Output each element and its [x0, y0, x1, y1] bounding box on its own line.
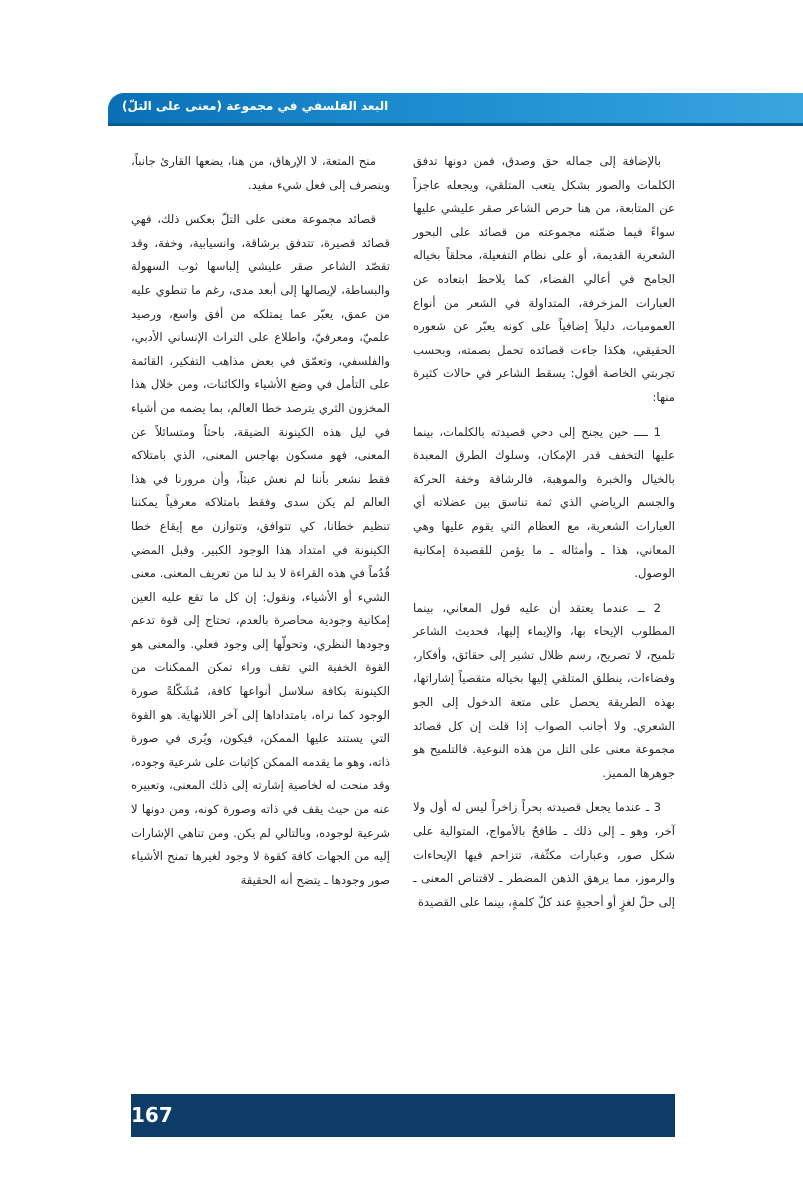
paragraph: 3 ـ عندما يجعل قصيدته بحراً زاخراً ليس له أول ولا آخر، وهو ـ إلى ذلك ـ طافحٌ بالأمواج، المتوالية على شكل صور، وعبارات مكثّفة، تتزاحم فيها الإيحاءات والرموز، مما يرهق الذهن المضطر ـ لاقتناص المعنى ـ إلى حلّ لغزٍ أو أحجيةٍ عند كلّ كلمةٍ، بينما على القصيدة	[413, 800, 675, 909]
paragraph: بالإضافة إلى جماله حق وصدق، فمن دونها تدفق الكلمات والصور بشكل يتعب المتلقي، ويجعله عاجزاً عن المتابعة، من هنا حرص الشاعر صقر عليشي عليها سواءً فيما ضمّته مجموعته من قصائد على البحور الشعرية القديمة، أو على نظام التفعيلة، محلقاً بخياله الجامح في أعالي الفضاء، كما يلاحظ ابتعاده عن العبارات المزخرفة، المتداولة في الشعر من أنواع العموميات، دليلاً إضافياً على كونه يعبّر عن شعوره الحقيقي، هكذا جاءت قصائده تحمل بصمته، وبحسب تجربتي الخاصة أقول: يسقط الشاعر في حالات كثيرة منها:	[413, 154, 675, 404]
paragraph: قصائد مجموعة معنى على التلّ بعكس ذلك، فهي قصائد قصيرة، تتدفق برشاقة، وانسيابية، وخفة، وقد تقصّد الشاعر صقر عليشي إلباسها ثوب السهولة والبساطة، لإيصالها إلى أبعد مدى، رغم ما تنطوي عليه من عمق، يعبّر عما يمتلكه من أفق واسع، ورصيد علميّ، ومعرفيّ، واطلاع على التراث الإنساني الأدبي، والفلسفي، وتعمّق في بعض مذاهب التفكير، القائمة على التأمل في وضع الأشياء والكائنات، ومن خلال هذا المخزون الثري يترصد خطا العالم، بما يضمه من أشياء في ليل هذه الكينونة الضيقة، باحثاً ومتسائلاً عن المعنى، فهو مسكون بهاجس المعنى، الذي بامتلاكه فقط نشعر بأننا لم نعش عبثاً، وأن مرورنا في هذا العالم لم يكن سدى وفقط بامتلاكه معرفياً يمكننا تنظيم خطانا، كي تتوافق، وتتوازن مع إيقاع خطا الكينونة في امتداد هذا الوجود الكبير. وقبل المضي قُدُماً في هذه القراءة لا بد لنا من تعريف المعنى. معنى الشيء أو الأشياء، ونقول: إن كل ما تقع عليه العين إمكانية وجودية محاصرة بالعدم، تحتاج إلى قوة تدعم وجودها النظري، وتحولّها إلى وجود فعلي. والمعنى هو القوة الخفية التي تقف وراء تمكن الممكنات من الكينونة بكافة سلاسل أنواعها كافة، مُشَكّلةً صورة الوجود كما نراه، بامتداداها إلى آخر اللانهاية. هو القوة التي يستند عليها الممكن، فيكون، ويُرى في صورة ذاته، وهو ما يقدمه الممكن كإثبات على شرعية وجوده، وقد منحت له لخاصية إشارته إلى ذلك المعنى، وتعبيره عنه من حيث يقف في ذاته وصورة كونه، ومن دونها لا شرعية لوجوده، وبالتالي لم يكن. ومن تناهي الإشارات إليه من الجهات كافة كقوة لا وجود لغيرها تمنح الأشياء صور وجودها ـ يتضح أنه الحقيقة	[131, 212, 390, 887]
text-column-left	[131, 150, 390, 903]
paragraph: 1 ــــ حين يجنح إلى دحي قصيدته بالكلمات، بينما عليها التخفف قدر الإمكان، وسلوك الطرق المعبدة بالخيال والخبرة والموهبة، فالرشاقة وخفة الحركة والجسم الرياضي الذي ثمة تناسق بين عضلاته أي العبارات الشعرية، مع العظام التي يقوم عليها وهي المعاني، هذا ـ وأمثاله ـ ما يؤمن للقصيدة إمكانية الوصول.	[413, 424, 675, 581]
paragraph: منح المتعة، لا الإرهاق، من هنا، يضعها القارئ جانباً، وينصرف إلى فعل شيء مفيد.	[131, 154, 390, 192]
paragraph: 2 ــ عندما يعتقد أن عليه قول المعاني، بينما المطلوب الإيحاء بها، والإيماء إليها، فحديث الشاعر تلميح، لا تصريح، رسم ظلال تشير إلى حقائق، وأفكار، وفضاءات، ينطلق المتلقي إليها بخياله متقصياً إشاراتها، بهذه الطريقة يحصل على متعة الدخول إلى الجو الشعري. ولا أجانب الصواب إذا قلت إن كل قصائد مجموعة معنى على التل من هذه النوعية. فالتلميح هو جوهرها المميز.	[413, 600, 675, 780]
running-header-title: البعد الفلسفي في مجموعة (معنى على التلّ)	[122, 99, 389, 113]
page-number: 167	[131, 1103, 173, 1127]
footer-bar	[131, 1094, 675, 1137]
text-column-right	[413, 150, 675, 925]
